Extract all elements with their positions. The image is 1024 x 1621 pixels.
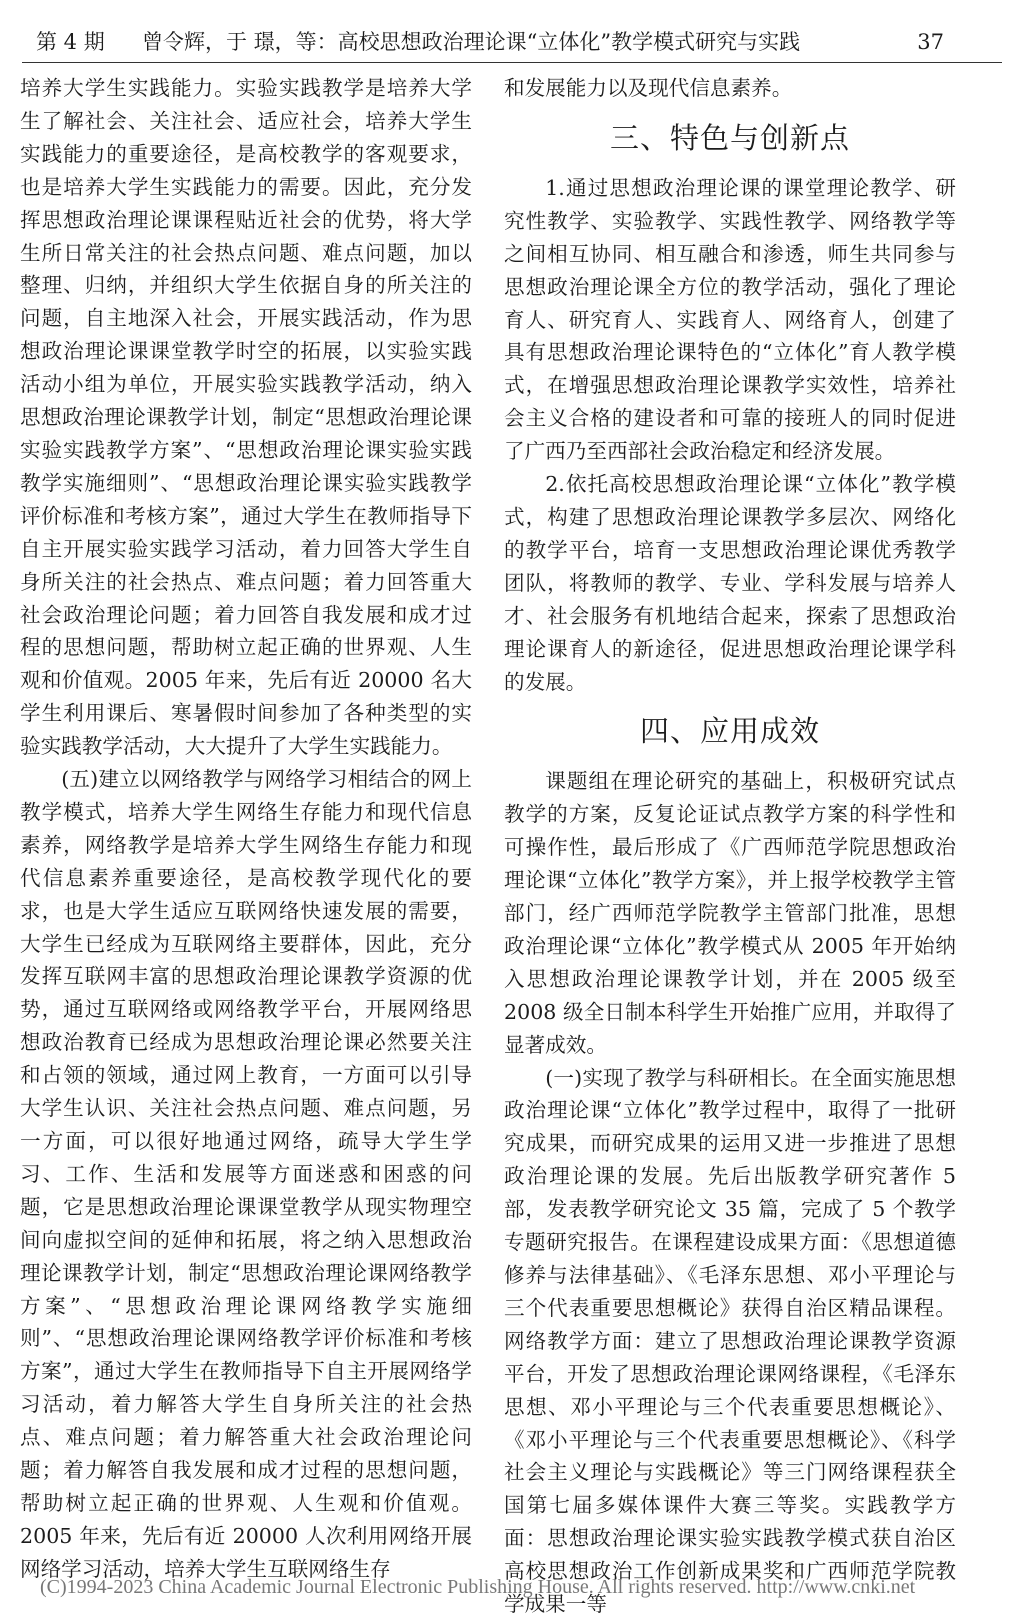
paragraph-feature-2: 2.依托高校思想政治理论课“立体化”教学模式，构建了思想政治理论课教学多层次、网络化的教学平台，培育一支思想政治理论课优秀教学团队，将教师的教学、专业、学科发展与培养人才、社会服务有机地结合起来，探索了思想政治理论课育人的新途径，促进思想政治理论课学科的发展。 bbox=[504, 472, 956, 694]
running-header bbox=[22, 22, 1002, 63]
paragraph-teaching-research: (一)实现了教学与科研相长。在全面实施思想政治理论课“立体化”教学过程中，取得了一批研究成果，而研究成果的运用又进一步推进了思想政治理论课的发展。先后出版教学研究著作 5 部，发表教学研究论文 35 篇，完成了 5 个教学专题研究报告。在课程建设成果方面：《思想道德修养与法律基础》、《毛泽东思想、邓小平理论与三个代表重要思想概论》获得自治区精品课程。网络教学方面：建立了思想政治理论课教学资源平台，开发了思想政治理论课网络课程，《毛泽东思想、邓小平理论与三个代表重要思想概论》、《邓小平理论与三个代表重要思想概论》、《科学社会主义理论与实践概论》等三门网络课程获全国第七届多媒体课件大赛三等奖。实践教学方面：思想政治理论课实验实践教学模式获自治区高校思想政治工作创新成果奖和广西师范学院教学成果一等 bbox=[504, 1065, 956, 1617]
paragraph-continuation: 和发展能力以及现代信息素养。 bbox=[504, 76, 793, 100]
copyright-footer: (C)1994-2023 China Academic Journal Electronic Publishing House. All rights reserved. http://www.cnki.net bbox=[40, 1576, 916, 1598]
section-heading-features: 三、特色与创新点 bbox=[609, 120, 850, 155]
running-title: 曾令辉，于 璟，等：高校思想政治理论课“立体化”教学模式研究与实践 bbox=[142, 30, 801, 54]
left-column bbox=[20, 72, 472, 1586]
paragraph-application: 课题组在理论研究的基础上，积极研究试点教学的方案，反复论证试点教学方案的科学性和可操作性，最后形成了《广西师范学院思想政治理论课“立体化”教学方案》，并上报学校教学主管部门，经广西师范学院教学主管部门批准，思想政治理论课“立体化”教学模式从 2005 年开始纳入思想政治理论课教学计划，并在 2005 级至 2008 级全日制本科学生开始推广应用，并取得了显著成效。 bbox=[504, 769, 956, 1057]
issue-number: 第 4 期 bbox=[36, 30, 105, 54]
page-number: 37 bbox=[917, 30, 944, 54]
section-heading-effects: 四、应用成效 bbox=[639, 714, 820, 749]
paragraph-network-teaching: (五)建立以网络教学与网络学习相结合的网上教学模式，培养大学生网络生存能力和现代信息素养，网络教学是培养大学生网络生存能力和现代信息素养重要途径，是高校教学现代化的要求，也是大学生适应互联网络快速发展的需要，大学生已经成为互联网络主要群体，因此，充分发挥互联网丰富的思想政治理论课教学资源的优势，通过互联网络或网络教学平台，开展网络思想政治教育已经成为思想政治理论课必然要关注和占领的领域，通过网上教育，一方面可以引导大学生认识、关注社会热点问题、难点问题，另一方面，可以很好地通过网络，疏导大学生学习、工作、生活和发展等方面迷惑和困惑的问题，它是思想政治理论课课堂教学从现实物理空间向虚拟空间的延伸和拓展，将之纳入思想政治理论课教学计划，制定“思想政治理论课网络教学方案”、“思想政治理论课网络教学实施细则”、“思想政治理论课网络教学评价标准和考核方案”，通过大学生在教师指导下自主开展网络学习活动，着力解答大学生自身所关注的社会热点、难点问题；着力解答重大社会政治理论问题；着力解答自我发展和成才过程的思想问题，帮助树立起正确的世界观、人生观和价值观。2005 年来，先后有近 20000 人次利用网络开展网络学习活动，培养大学生互联网络生存 bbox=[20, 767, 472, 1581]
paragraph-practice-teaching: 培养大学生实践能力。实验实践教学是培养大学生了解社会、关注社会、适应社会，培养大学生实践能力的重要途径，是高校教学的客观要求，也是培养大学生实践能力的需要。因此，充分发挥思想政治理论课课程贴近社会的优势，将大学生所日常关注的社会热点问题、难点问题，加以整理、归纳，并组织大学生依据自身的所关注的问题，自主地深入社会，开展实践活动，作为思想政治理论课课堂教学时空的拓展，以实验实践活动小组为单位，开展实验实践教学活动，纳入思想政治理论课教学计划，制定“思想政治理论课实验实践教学方案”、“思想政治理论课实验实践教学实施细则”、“思想政治理论课实验实践教学评价标准和考核方案”，通过大学生在教师指导下自主开展实验实践学习活动，着力回答大学生自身所关注的社会热点、难点问题；着力回答重大社会政治理论问题；着力回答自我发展和成才过程的思想问题，帮助树立起正确的世界观、人生观和价值观。2005 年来，先后有近 20000 名大学生利用课后、寒暑假时间参加了各种类型的实验实践教学活动，大大提升了大学生实践能力。 bbox=[20, 76, 472, 759]
right-column bbox=[504, 72, 956, 1621]
paragraph-feature-1: 1.通过思想政治理论课的课堂理论教学、研究性教学、实验教学、实践性教学、网络教学等之间相互协同、相互融合和渗透，师生共同参与思想政治理论课全方位的教学活动，强化了理论育人、研究育人、实践育人、网络育人，创建了具有思想政治理论课特色的“立体化”育人教学模式，在增强思想政治理论课教学实效性，培养社会主义合格的建设者和可靠的接班人的同时促进了广西乃至西部社会政治稳定和经济发展。 bbox=[504, 175, 956, 464]
